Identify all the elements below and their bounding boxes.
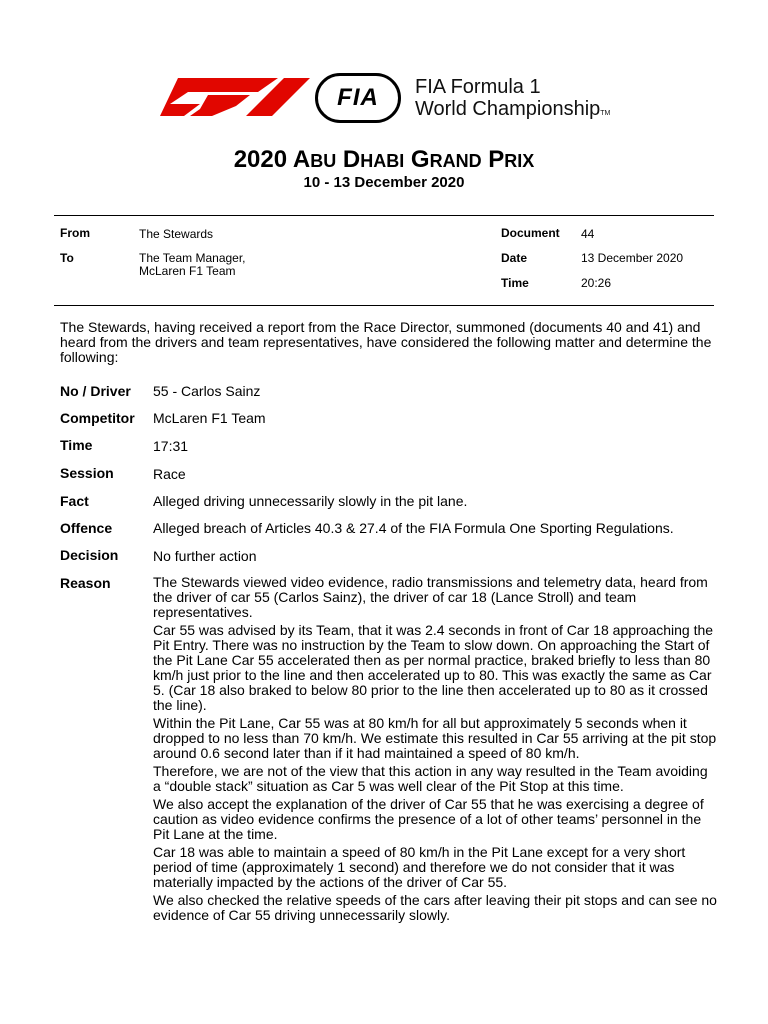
brand-line-2: World Championship: [415, 98, 601, 120]
fia-seal-icon: [315, 73, 401, 123]
title-word: PRIX: [488, 146, 535, 173]
document-value: 44: [581, 227, 595, 241]
driver-label: No / Driver: [60, 383, 131, 399]
document-title: [0, 146, 768, 175]
decision-label: Decision: [60, 547, 119, 563]
title-word: GRAND: [410, 146, 482, 173]
driver-value: 55 - Carlos Sainz: [153, 383, 261, 399]
date-label: Date: [501, 251, 528, 265]
date-value: 13 December 2020: [581, 251, 684, 265]
time-value: 20:26: [581, 276, 612, 290]
reason-paragraph: The Stewards viewed video evidence, radio transmissions and telemetry data, heard from the driver of car 55 (Carlos Sainz), the driver of car 18 (Lance Stroll) and team representatives.: [153, 574, 708, 620]
offence-label: Offence: [60, 520, 113, 536]
divider-bottom: [54, 305, 714, 306]
reason-paragraph: Within the Pit Lane, Car 55 was at 80 km/h for all but approximately 5 seconds when it dropped to no less than 70 km/h. We estimate this resulted in Car 55 arriving at the pit stop around 0.6 second later than if it had maintained a speed of 80 km/h.: [153, 715, 717, 761]
event-dates: 10 - 13 December 2020: [303, 174, 465, 191]
from-label: From: [60, 226, 90, 240]
fia-f1-logo: [160, 70, 630, 130]
reason-paragraph: Car 18 was able to maintain a speed of 80 km/h in the Pit Lane except for a very short period of time (approximately 1 second) and therefore we do not consider that it was materially impacted by the actions of the driver of Car 55.: [153, 844, 686, 890]
reason-label: Reason: [60, 575, 111, 591]
title-year: 2020: [233, 146, 288, 173]
fact-label: Fact: [60, 493, 89, 509]
to-label: To: [60, 251, 74, 265]
reason-text: [153, 575, 718, 926]
reason-paragraph: We also checked the relative speeds of the cars after leaving their pit stops and can see no evidence of Car 55 driving unnecessarily slowly.: [153, 892, 717, 923]
f1-logo-icon: [160, 78, 310, 116]
fact-value: Alleged driving unnecessarily slowly in the pit lane.: [153, 493, 468, 509]
to-value-line2: McLaren F1 Team: [139, 264, 236, 278]
decision-value: No further action: [153, 548, 257, 564]
competitor-value: McLaren F1 Team: [153, 410, 266, 426]
session-time-label: Time: [60, 437, 93, 453]
to-value-line1: The Team Manager,: [139, 251, 246, 265]
championship-wordmark: [415, 76, 610, 125]
divider-top: [54, 215, 714, 216]
brand-line-1: FIA Formula 1: [415, 76, 541, 98]
offence-value: Alleged breach of Articles 40.3 & 27.4 of the FIA Formula One Sporting Regulations.: [153, 520, 674, 536]
trademark: TM: [600, 110, 611, 117]
session-label: Session: [60, 465, 114, 481]
time-label: Time: [501, 276, 529, 290]
document-label: Document: [501, 226, 560, 240]
title-word: DHABI: [342, 146, 405, 173]
session-value: Race: [153, 466, 186, 482]
intro-paragraph: The Stewards, having received a report from the Race Director, summoned (documents 40 and 41) and heard from the drivers and team representatives, have considered the following matter and determine the following:: [60, 319, 712, 365]
reason-paragraph: We also accept the explanation of the driver of Car 55 that he was exercising a degree of caution as video evidence confirms the presence of a lot of other teams’ personnel in the Pit Lane at the time.: [153, 796, 704, 842]
reason-paragraph: Therefore, we are not of the view that this action in any way resulted in the Team avoiding a “double stack” situation as Car 5 was well clear of the Pit Stop at this time.: [153, 763, 708, 794]
competitor-label: Competitor: [60, 410, 135, 426]
fia-seal-text: FIA: [337, 84, 379, 111]
from-value: The Stewards: [139, 227, 214, 241]
reason-paragraph: Car 55 was advised by its Team, that it was 2.4 seconds in front of Car 18 approaching the Pit Entry. There was no instruction by the Team to slow down. On approaching the Start of the Pit Lane Car 55 accelerated then as per normal practice, braked briefly to less than 80 km/h just prior to the line and then accelerated up to 80. This was exactly the same as Car 5. (Car 18 also braked to below 80 prior to the line then accelerated up to 80 as it crossed the line).: [153, 622, 714, 713]
session-time-value: 17:31: [153, 438, 189, 454]
title-word: ABU: [292, 146, 337, 173]
